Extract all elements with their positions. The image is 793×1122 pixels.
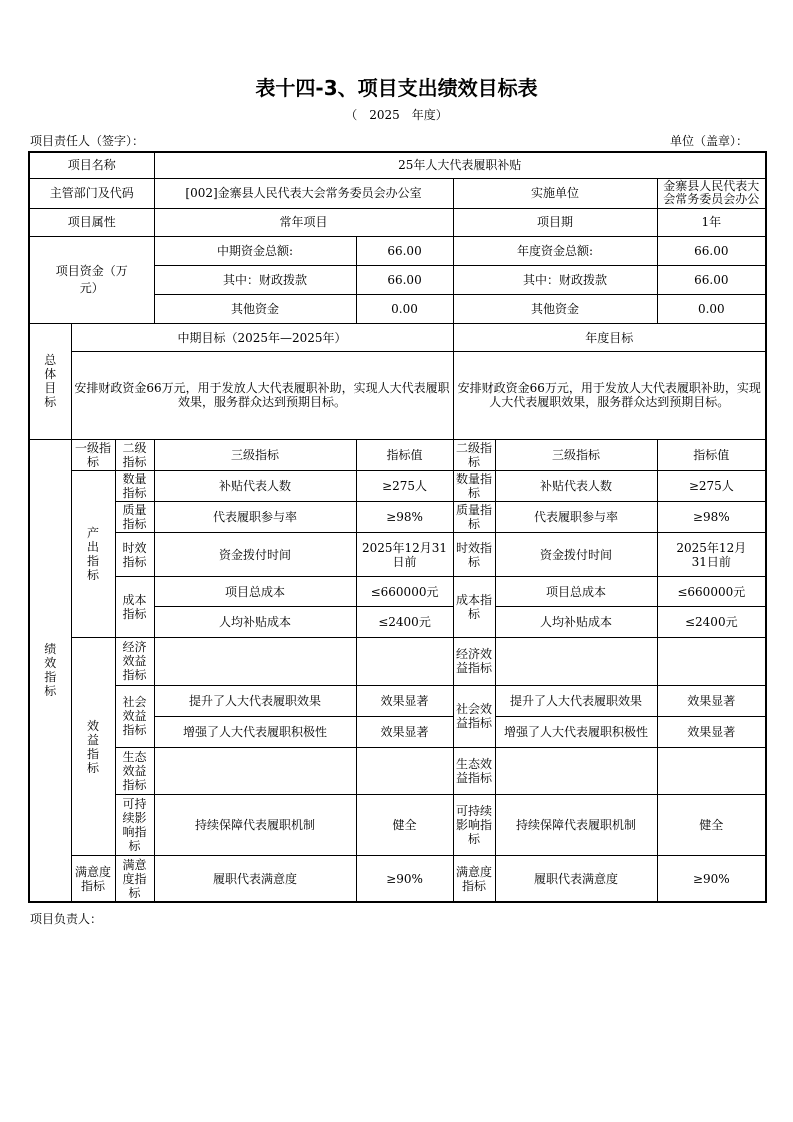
unit-seal-label: 单位（盖章）： [669,134,748,148]
annual-per-capita-value: ≤2400元 [657,607,766,638]
row-timeliness [29,532,766,576]
annual-social-label: 社会效益指标 [453,685,495,747]
sustainable-label: 可持续影响指标 [115,794,154,855]
project-funds-label: 项目资金（万元） [29,236,154,323]
row-satisfaction [29,856,766,902]
total-cost-name: 项目总成本 [154,577,356,607]
annual-other-value: 0.00 [657,295,766,324]
ecological-name [154,747,356,794]
value-header: 指标值 [356,439,453,470]
annual-economic-value [657,638,766,685]
annual-satisfaction-name: 履职代表满意度 [495,856,657,902]
annual-per-capita-name: 人均补贴成本 [495,607,657,638]
quantity-label: 数量指标 [115,470,154,501]
row-quality [29,501,766,532]
level2-header: 二级指标 [115,439,154,470]
satisfaction-sub-label: 满意度指标 [115,856,154,902]
timeliness-label: 时效指标 [115,532,154,576]
row-goal-headers [29,324,766,352]
sustainable-value: 健全 [356,794,453,855]
mid-goal-header: 中期目标（2025年—2025年） [71,324,453,352]
quality-label: 质量指标 [115,501,154,532]
annual-satisfaction-value: ≥90% [657,856,766,902]
page-title: 表十四-3、项目支出绩效目标表 [255,76,538,100]
project-attr-label: 项目属性 [29,208,154,236]
social-enthusiasm-value: 效果显著 [356,716,453,747]
annual-quality-label: 质量指标 [453,501,495,532]
annual-fiscal-value: 66.00 [657,265,766,294]
row-indicator-headers [29,439,766,470]
project-name-label: 项目名称 [29,152,154,178]
project-attr-value: 常年项目 [154,208,453,236]
timeliness-name: 资金拨付时间 [154,532,356,576]
sustainable-name: 持续保障代表履职机制 [154,794,356,855]
annual-quantity-label: 数量指标 [453,470,495,501]
annual-social-effect-value: 效果显著 [657,685,766,716]
economic-value [356,638,453,685]
ecological-label: 生态效益指标 [115,747,154,794]
economic-label: 经济效益指标 [115,638,154,685]
row-funds-total [29,236,766,265]
satisfaction-value: ≥90% [356,856,453,902]
overall-goal-label: 总体目标 [29,324,71,439]
mid-fiscal-value: 66.00 [356,265,453,294]
row-economic [29,638,766,685]
social-effect-value: 效果显著 [356,685,453,716]
output-indicator-label: 产出指标 [71,470,115,638]
annual-goal-header: 年度目标 [453,324,766,352]
project-period-value: 1年 [657,208,766,236]
dept-value: [002]金寨县人民代表大会常务委员会办公室 [154,178,453,208]
annual-timeliness-name: 资金拨付时间 [495,532,657,576]
annual-quality-name: 代表履职参与率 [495,501,657,532]
performance-indicator-label: 绩效指标 [29,439,71,902]
social-effect-name: 提升了人大代表履职效果 [154,685,356,716]
row-social-effect [29,685,766,716]
annual-total-cost-name: 项目总成本 [495,577,657,607]
benefit-indicator-label: 效益指标 [71,638,115,856]
annual-economic-label: 经济效益指标 [453,638,495,685]
performance-target-table [28,151,767,903]
level1-header: 一级指标 [71,439,115,470]
total-cost-value: ≤660000元 [356,577,453,607]
annual-value-header: 指标值 [657,439,766,470]
annual-timeliness-value: 2025年12月31日前 [657,532,766,576]
annual-sustainable-value: 健全 [657,794,766,855]
dept-label: 主管部门及代码 [29,178,154,208]
project-leader-label: 项目负责人： [30,912,103,926]
annual-sustainable-label: 可持续影响指标 [453,794,495,855]
annual-goal-text: 安排财政资金66万元，用于发放人大代表履职补助，实现人大代表履职效果，服务群众达到预期目标。 [453,352,766,439]
mid-total-value: 66.00 [356,236,453,265]
annual-ecological-label: 生态效益指标 [453,747,495,794]
annual-satisfaction-label: 满意度指标 [453,856,495,902]
annual-economic-name [495,638,657,685]
cost-label: 成本指标 [115,577,154,638]
annual-sustainable-name: 持续保障代表履职机制 [495,794,657,855]
fiscal-year: （ 2025 年度） [345,108,448,122]
annual-cost-label: 成本指标 [453,577,495,638]
timeliness-value: 2025年12月31日前 [356,532,453,576]
mid-other-label: 其他资金 [154,295,356,324]
annual-timeliness-label: 时效指标 [453,532,495,576]
per-capita-value: ≤2400元 [356,607,453,638]
quality-name: 代表履职参与率 [154,501,356,532]
project-period-label: 项目期 [453,208,657,236]
row-ecological [29,747,766,794]
annual-social-enthusiasm-value: 效果显著 [657,716,766,747]
satisfaction-name: 履职代表满意度 [154,856,356,902]
row-quantity [29,470,766,501]
row-goal-text [29,352,766,439]
annual-quantity-value: ≥275人 [657,470,766,501]
annual-level3-header: 三级指标 [495,439,657,470]
annual-total-cost-value: ≤660000元 [657,577,766,607]
annual-quantity-name: 补贴代表人数 [495,470,657,501]
annual-other-label: 其他资金 [453,295,657,324]
quantity-name: 补贴代表人数 [154,470,356,501]
row-sustainable [29,794,766,855]
annual-ecological-value [657,747,766,794]
economic-name [154,638,356,685]
row-project-name [29,152,766,178]
annual-total-value: 66.00 [657,236,766,265]
annual-ecological-name [495,747,657,794]
quantity-value: ≥275人 [356,470,453,501]
annual-level2-header: 二级指标 [453,439,495,470]
level3-header: 三级指标 [154,439,356,470]
quality-value: ≥98% [356,501,453,532]
mid-goal-text: 安排财政资金66万元，用于发放人大代表履职补助，实现人大代表履职效果，服务群众达到预期目标。 [71,352,453,439]
satisfaction-indicator-label: 满意度指标 [71,856,115,902]
ecological-value [356,747,453,794]
annual-social-effect-name: 提升了人大代表履职效果 [495,685,657,716]
annual-quality-value: ≥98% [657,501,766,532]
row-department [29,178,766,208]
annual-fiscal-label: 其中：财政拨款 [453,265,657,294]
annual-social-enthusiasm-name: 增强了人大代表履职积极性 [495,716,657,747]
mid-other-value: 0.00 [356,295,453,324]
project-name-value: 25年人大代表履职补贴 [154,152,766,178]
per-capita-name: 人均补贴成本 [154,607,356,638]
mid-fiscal-label: 其中：财政拨款 [154,265,356,294]
social-label: 社会效益指标 [115,685,154,747]
row-attribute [29,208,766,236]
impl-unit-value: 金寨县人民代表大会常务委员会办公 [657,178,766,208]
responsible-person-label: 项目责任人（签字）： [30,134,145,148]
impl-unit-label: 实施单位 [453,178,657,208]
annual-total-label: 年度资金总额: [453,236,657,265]
mid-total-label: 中期资金总额: [154,236,356,265]
row-total-cost [29,577,766,607]
social-enthusiasm-name: 增强了人大代表履职积极性 [154,716,356,747]
